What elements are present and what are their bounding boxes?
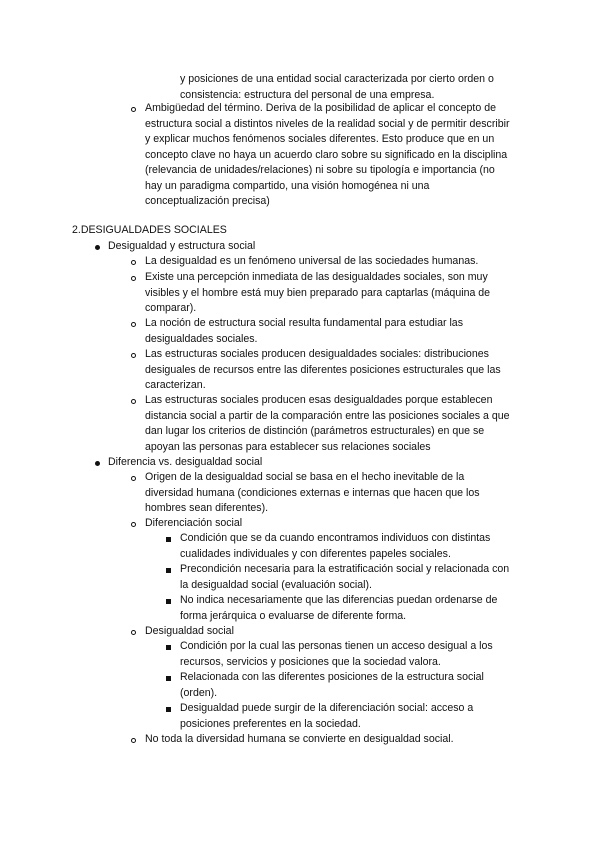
square-bullet-icon: [166, 645, 171, 650]
text-line: (relevancia de unidades/relaciones) ni sobre su tipología e importancia (no: [145, 164, 495, 176]
hollow-bullet-icon: [131, 630, 136, 635]
list-item: Condición que se da cuando encontramos individuos con distintas cualidades individuales y con diferentes papeles sociales.: [180, 532, 491, 560]
list-item: Las estructuras sociales producen esas desigualdades porque establecen distancia social a partir de la comparación entre las posiciones sociales a que dan lugar los criterios de distinción (parámetros estructurales) en que se apoyan las personas para establecer sus relaciones sociales: [145, 394, 510, 453]
hollow-bullet-icon: [131, 107, 136, 112]
hollow-bullet-icon: [131, 399, 136, 404]
list-item: No indica necesariamente que las diferencias puedan ordenarse de forma jerárquica o evaluarse de diferente forma.: [180, 594, 498, 622]
list-item: Existe una percepción inmediata de las desigualdades sociales, son muy visibles y el hombre está muy bien preparado para captarlas (máquina de comparar).: [145, 271, 491, 314]
square-bullet-icon: [166, 537, 171, 542]
list-item: No toda la diversidad humana se convierte en desigualdad social.: [145, 733, 454, 745]
hollow-bullet-icon: [131, 353, 136, 358]
list-item: Relacionada con las diferentes posiciones de la estructura social (orden).: [180, 671, 484, 699]
filled-bullet-icon: [95, 245, 100, 250]
list-item-desigualdad: Desigualdad social: [145, 625, 234, 637]
list-item: La noción de estructura social resulta fundamental para estudiar las desigualdades sociales.: [145, 317, 463, 345]
list-item: Precondición necesaria para la estratificación social y relacionada con la desigualdad social (evaluación social).: [180, 563, 510, 591]
section-heading: 2.DESIGUALDADES SOCIALES: [72, 224, 227, 236]
text-line: consistencia: estructura del personal de una empresa.: [180, 88, 435, 101]
ambiguedad-paragraph: [145, 101, 509, 210]
hollow-bullet-icon: [131, 276, 136, 281]
square-bullet-icon: [166, 707, 171, 712]
list-item-desigualdad-estructura: Desigualdad y estructura social: [108, 240, 256, 252]
intro-continuation: [180, 72, 494, 103]
text-line: concepto clave no haya un acuerdo claro sobre su significado en la disciplina: [145, 148, 508, 161]
text-line: hay un paradigma compartido, una visión homogénea ni una: [145, 179, 430, 192]
list-item: Las estructuras sociales producen desigualdades sociales: distribuciones desiguales de recursos entre las diferentes posiciones estructurales que las caracterizan.: [145, 348, 501, 391]
list-item: Origen de la desigualdad social se basa en el hecho inevitable de la diversidad humana (condiciones externas e internas que hacen que los hombres sean diferentes).: [145, 471, 480, 514]
hollow-bullet-icon: [131, 476, 136, 481]
square-bullet-icon: [166, 599, 171, 604]
hollow-bullet-icon: [131, 260, 136, 265]
square-bullet-icon: [166, 676, 171, 681]
filled-bullet-icon: [95, 461, 100, 466]
list-item-diferencia-desigualdad: Diferencia vs. desigualdad social: [108, 456, 263, 468]
text-line: conceptualización precisa): [145, 195, 270, 207]
text-line: estructura social a distintos niveles de la realidad social y de permitir describir: [145, 117, 510, 130]
text-line: y explicar muchos fenómenos sociales diferentes. Esto produce que en un: [145, 133, 495, 145]
square-bullet-icon: [166, 568, 171, 573]
list-item: La desigualdad es un fenómeno universal de las sociedades humanas.: [145, 255, 479, 267]
text-line: y posiciones de una entidad social caracterizada por cierto orden o: [180, 73, 494, 85]
text-line: Ambigüedad del término. Deriva de la posibilidad de aplicar el concepto de: [145, 102, 496, 114]
hollow-bullet-icon: [131, 522, 136, 527]
list-item: Desigualdad puede surgir de la diferenciación social: acceso a posiciones preferentes en la sociedad.: [180, 702, 474, 730]
list-item-diferenciacion: Diferenciación social: [145, 517, 243, 529]
hollow-bullet-icon: [131, 322, 136, 327]
hollow-bullet-icon: [131, 738, 136, 743]
list-item: Condición por la cual las personas tienen un acceso desigual a los recursos, servicios y posiciones que la sociedad valora.: [180, 640, 493, 668]
